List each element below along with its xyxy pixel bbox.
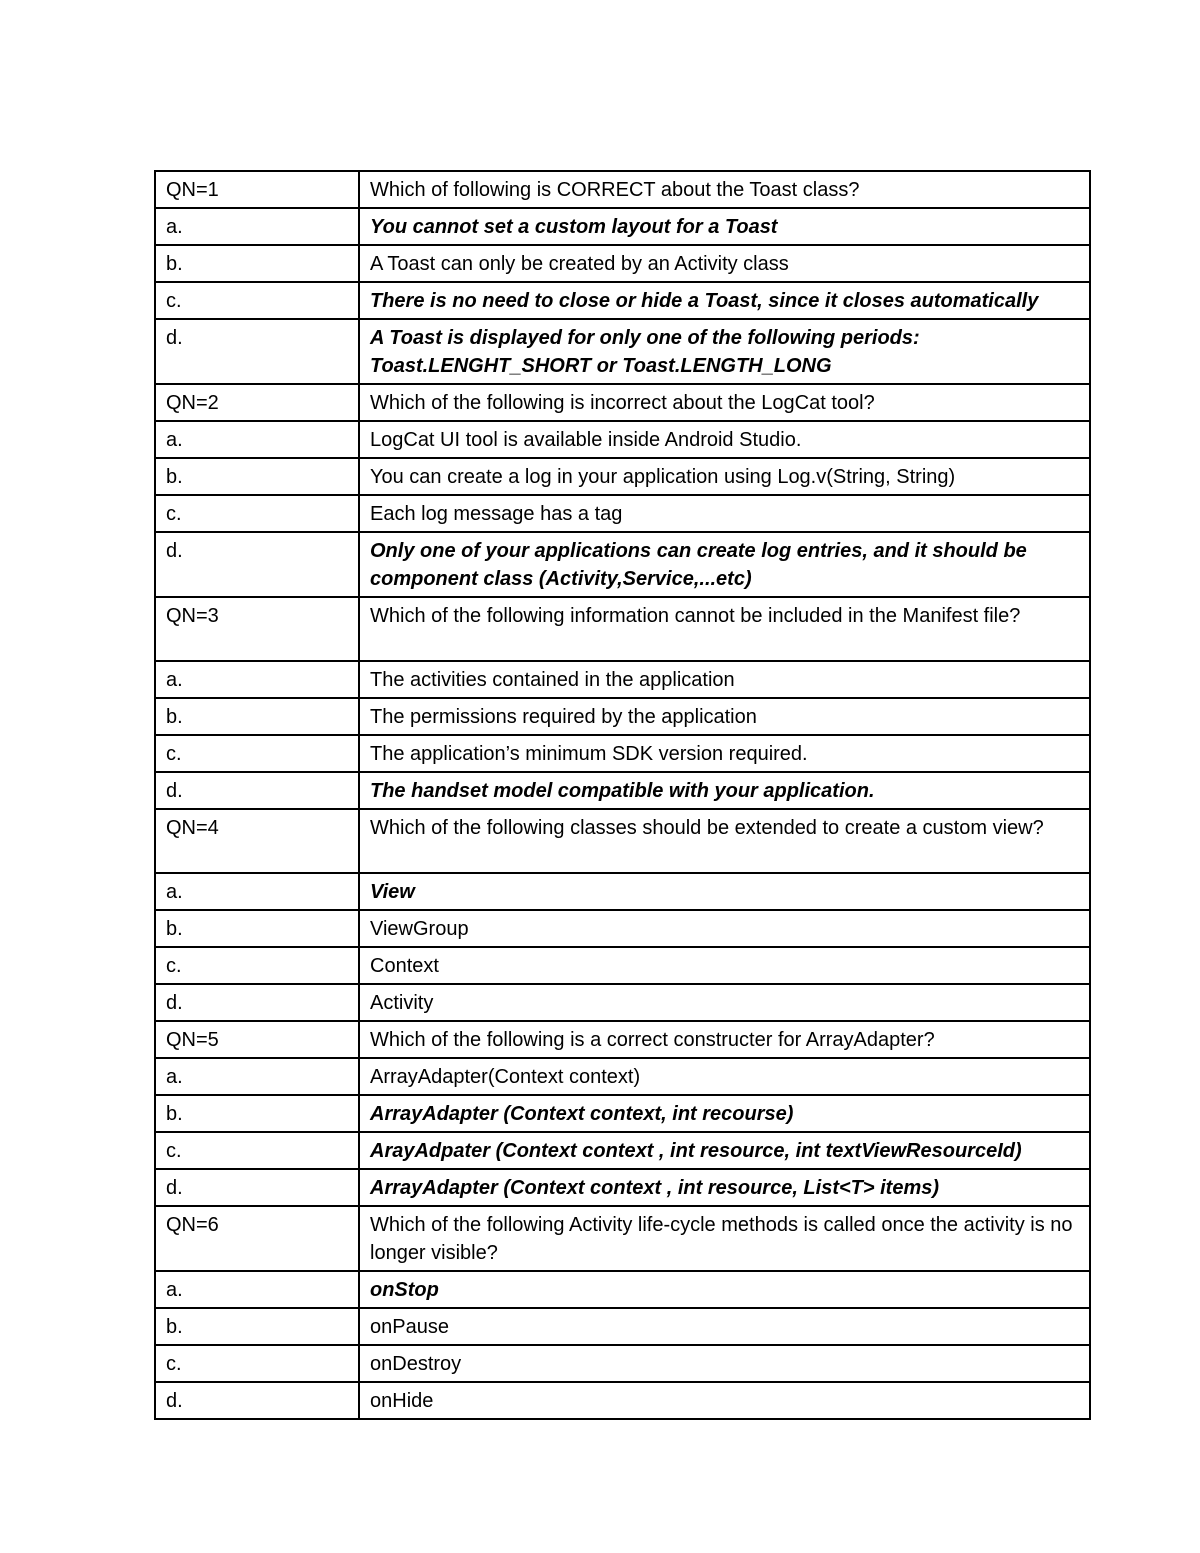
option-letter: a. — [155, 208, 359, 245]
option-row — [155, 661, 1090, 698]
option-row — [155, 735, 1090, 772]
option-letter: b. — [155, 1095, 359, 1132]
option-row — [155, 458, 1090, 495]
question-row — [155, 597, 1090, 661]
option-row — [155, 245, 1090, 282]
question-number: QN=2 — [155, 384, 359, 421]
option-text-correct: Only one of your applications can create log entries, and it should be component class (Activity,Service,...etc) — [359, 532, 1090, 597]
question-text: Which of the following information cannot be included in the Manifest file? — [359, 597, 1090, 661]
question-row — [155, 1021, 1090, 1058]
option-row — [155, 1132, 1090, 1169]
option-text: Each log message has a tag — [359, 495, 1090, 532]
option-text-correct: A Toast is displayed for only one of the following periods: Toast.LENGHT_SHORT or Toast.LENGTH_LONG — [359, 319, 1090, 384]
question-row — [155, 171, 1090, 208]
option-row — [155, 1095, 1090, 1132]
question-number: QN=6 — [155, 1206, 359, 1271]
option-row — [155, 319, 1090, 384]
option-row — [155, 873, 1090, 910]
option-text: LogCat UI tool is available inside Android Studio. — [359, 421, 1090, 458]
question-number: QN=5 — [155, 1021, 359, 1058]
question-text: Which of the following is incorrect about the LogCat tool? — [359, 384, 1090, 421]
question-row — [155, 1206, 1090, 1271]
question-text: Which of the following classes should be extended to create a custom view? — [359, 809, 1090, 873]
option-letter: b. — [155, 1308, 359, 1345]
option-row — [155, 495, 1090, 532]
option-text: ArrayAdapter(Context context) — [359, 1058, 1090, 1095]
option-text-correct: onStop — [359, 1271, 1090, 1308]
option-text: A Toast can only be created by an Activity class — [359, 245, 1090, 282]
option-row — [155, 1169, 1090, 1206]
quiz-table — [154, 170, 1091, 1420]
option-letter: a. — [155, 873, 359, 910]
option-row — [155, 1271, 1090, 1308]
option-row — [155, 1382, 1090, 1419]
option-letter: d. — [155, 984, 359, 1021]
option-letter: c. — [155, 1345, 359, 1382]
option-letter: c. — [155, 947, 359, 984]
option-row — [155, 208, 1090, 245]
option-text-correct: The handset model compatible with your application. — [359, 772, 1090, 809]
option-row — [155, 1345, 1090, 1382]
option-letter: d. — [155, 1169, 359, 1206]
option-row — [155, 421, 1090, 458]
option-letter: a. — [155, 1271, 359, 1308]
option-row — [155, 984, 1090, 1021]
option-letter: d. — [155, 319, 359, 384]
option-letter: a. — [155, 661, 359, 698]
question-number: QN=1 — [155, 171, 359, 208]
option-text: ViewGroup — [359, 910, 1090, 947]
option-text: You can create a log in your application using Log.v(String, String) — [359, 458, 1090, 495]
question-text: Which of following is CORRECT about the Toast class? — [359, 171, 1090, 208]
option-row — [155, 1308, 1090, 1345]
option-row — [155, 698, 1090, 735]
option-text-correct: You cannot set a custom layout for a Toast — [359, 208, 1090, 245]
option-letter: d. — [155, 1382, 359, 1419]
option-letter: c. — [155, 282, 359, 319]
option-letter: a. — [155, 1058, 359, 1095]
option-text-correct: There is no need to close or hide a Toast, since it closes automatically — [359, 282, 1090, 319]
option-text: Context — [359, 947, 1090, 984]
option-letter: c. — [155, 495, 359, 532]
question-number: QN=4 — [155, 809, 359, 873]
option-row — [155, 1058, 1090, 1095]
option-text-correct: ArrayAdapter (Context context, int recourse) — [359, 1095, 1090, 1132]
question-text: Which of the following Activity life-cycle methods is called once the activity is no longer visible? — [359, 1206, 1090, 1271]
option-letter: d. — [155, 772, 359, 809]
option-text: The activities contained in the application — [359, 661, 1090, 698]
option-text: Activity — [359, 984, 1090, 1021]
option-letter: d. — [155, 532, 359, 597]
option-letter: c. — [155, 1132, 359, 1169]
question-number: QN=3 — [155, 597, 359, 661]
option-letter: b. — [155, 245, 359, 282]
option-text-correct: View — [359, 873, 1090, 910]
option-row — [155, 910, 1090, 947]
option-letter: b. — [155, 698, 359, 735]
option-row — [155, 282, 1090, 319]
question-text: Which of the following is a correct constructer for ArrayAdapter? — [359, 1021, 1090, 1058]
option-text-correct: ArayAdpater (Context context , int resource, int textViewResourceId) — [359, 1132, 1090, 1169]
option-text: onDestroy — [359, 1345, 1090, 1382]
option-letter: b. — [155, 910, 359, 947]
option-row — [155, 947, 1090, 984]
option-text: The permissions required by the application — [359, 698, 1090, 735]
option-text: The application’s minimum SDK version required. — [359, 735, 1090, 772]
option-letter: b. — [155, 458, 359, 495]
question-row — [155, 384, 1090, 421]
option-text: onHide — [359, 1382, 1090, 1419]
question-row — [155, 809, 1090, 873]
option-letter: c. — [155, 735, 359, 772]
option-text-correct: ArrayAdapter (Context context , int resource, List<T> items) — [359, 1169, 1090, 1206]
option-letter: a. — [155, 421, 359, 458]
option-row — [155, 532, 1090, 597]
option-row — [155, 772, 1090, 809]
option-text: onPause — [359, 1308, 1090, 1345]
